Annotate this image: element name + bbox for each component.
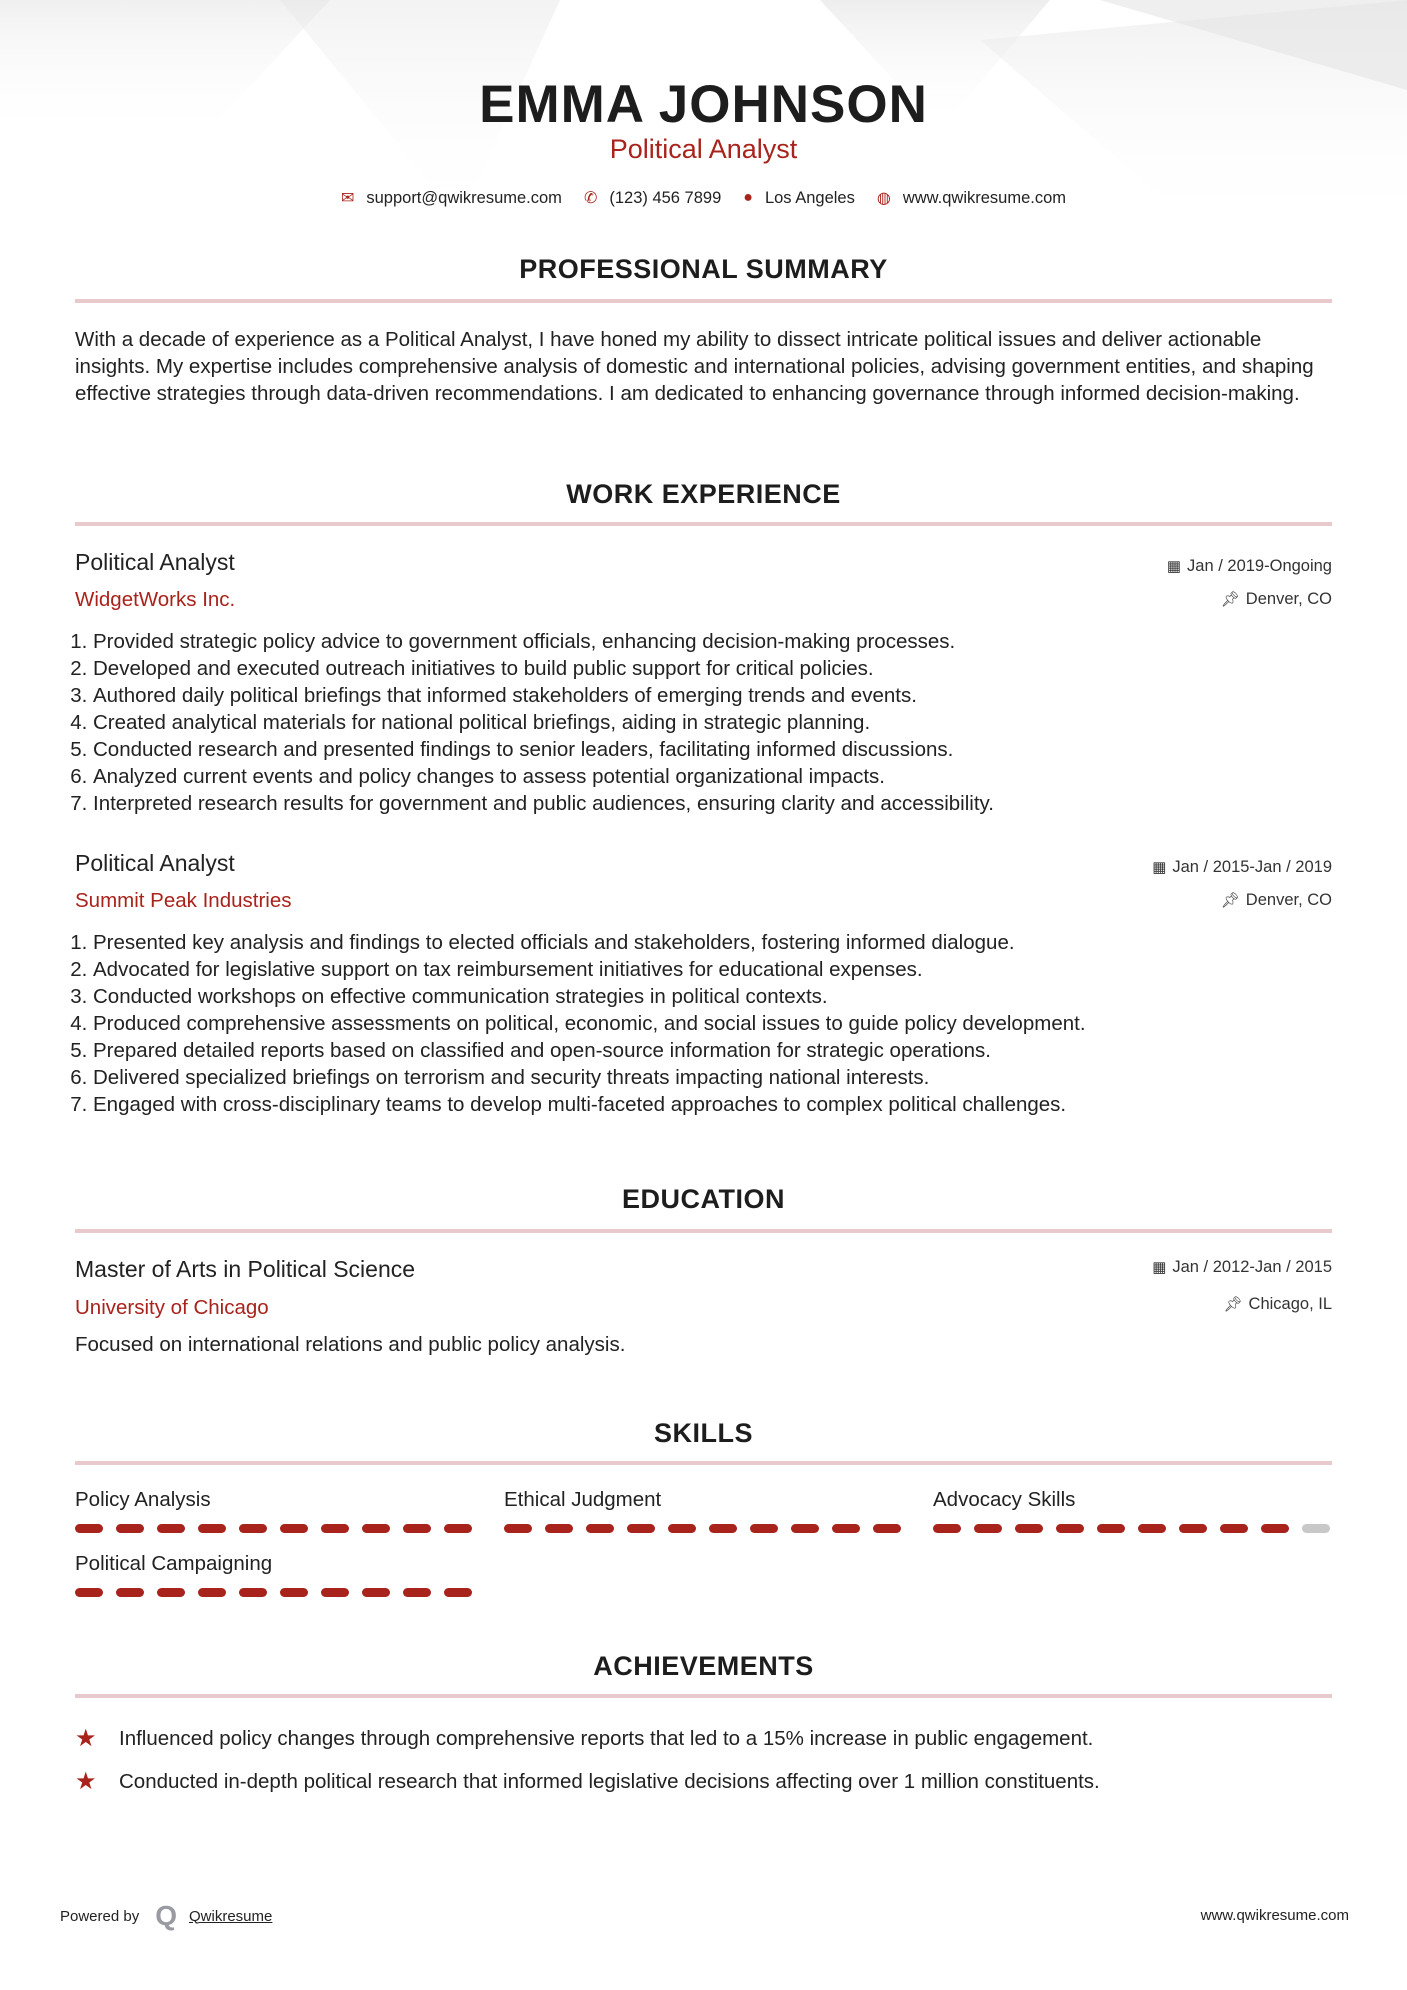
rating-segment-filled [321,1588,349,1597]
rating-segment-filled [668,1524,696,1533]
section-heading-achievements: ACHIEVEMENTS [593,1651,814,1681]
bullet: 4. Created analytical materials for national political briefings, aiding in strategic planning. [93,709,994,736]
star-icon: ★ [75,1725,97,1752]
map-pin-icon: ● [743,189,753,206]
skill-name: Ethical Judgment [504,1488,662,1511]
bullet: 6. Analyzed current events and policy changes to assess potential organizational impacts. [93,763,994,790]
envelope-icon: ✉ [340,190,355,207]
rating-segment-filled [504,1524,532,1533]
rating-segment-filled [1015,1524,1043,1533]
location-text: Denver, CO [1245,891,1332,909]
job-dates [1152,858,1332,877]
dates-text: Jan / 2019-Ongoing [1187,557,1332,575]
rating-segment-empty [1302,1524,1330,1533]
rating-segment-filled [444,1524,472,1533]
bullet: 4. Produced comprehensive assessments on political, economic, and social issues to guide policy development. [93,1010,1086,1037]
bullet: 5. Conducted research and presented findings to senior leaders, facilitating informed discussions. [93,736,994,763]
calendar-icon: ▦ [1152,859,1167,876]
bullet: 7. Interpreted research results for government and public audiences, ensuring clarity and accessibility. [93,790,994,817]
pin-icon: 📌︎ [1220,892,1240,909]
job-title: Political Analyst [75,549,235,575]
education-dates [1152,1258,1332,1277]
rating-segment-filled [362,1588,390,1597]
bullet: 1. Presented key analysis and findings to elected officials and stakeholders, fostering informed dialogue. [93,929,1086,956]
candidate-name: EMMA JOHNSON [479,75,928,134]
divider [75,1229,1332,1233]
skill-rating-bar [933,1524,1333,1533]
location-text: Denver, CO [1245,590,1332,608]
skill-name: Political Campaigning [75,1552,273,1575]
education-location [1223,1295,1332,1314]
contact-phone: (123) 456 7899 [609,188,722,207]
rating-segment-filled [586,1524,614,1533]
bullet: 2. Developed and executed outreach initiatives to build public support for critical policies. [93,655,994,682]
rating-segment-filled [1179,1524,1207,1533]
dates-text: Jan / 2015-Jan / 2019 [1172,858,1332,876]
job-bullets [75,929,1086,1118]
pin-icon: 📌︎ [1220,591,1240,608]
summary-text: With a decade of experience as a Political Analyst, I have honed my ability to dissect intricate political issues and deliver actionable insights. My expertise includes comprehensive analysis of domestic and international policies, advising government entities, and shaping effective strategies through data-driven recommendations. I am dedicated to enhancing governance through informed decision-making. [75,328,1314,405]
job-bullets [75,628,994,817]
job-dates [1167,557,1332,576]
company-name: WidgetWorks Inc. [75,588,236,611]
achievement-item [75,1767,1100,1796]
rating-segment-filled [873,1524,901,1533]
section-heading-skills: SKILLS [653,1418,753,1448]
rating-segment-filled [750,1524,778,1533]
bullet: 1. Provided strategic policy advice to government officials, enhancing decision-making processes. [93,628,994,655]
powered-by-label: Powered by [60,1907,140,1925]
calendar-icon: ▦ [1166,558,1182,575]
brand-link[interactable]: Qwikresume [189,1907,273,1925]
dates-text: Jan / 2012-Jan / 2015 [1172,1258,1332,1276]
skill-item [504,1488,904,1533]
rating-segment-filled [198,1524,226,1533]
bullet: 3. Authored daily political briefings that informed stakeholders of emerging trends and events. [93,682,994,709]
star-icon: ★ [75,1768,97,1795]
achievement-item [75,1724,1093,1753]
rating-segment-filled [1220,1524,1248,1533]
job-location [1221,891,1332,910]
location-text: Chicago, IL [1248,1295,1332,1313]
rating-segment-filled [627,1524,655,1533]
section-heading-summary: PROFESSIONAL SUMMARY [519,254,888,284]
phone-icon: ✆ [583,190,598,207]
rating-segment-filled [1097,1524,1125,1533]
rating-segment-filled [75,1524,103,1533]
rating-segment-filled [403,1524,431,1533]
rating-segment-filled [157,1524,185,1533]
divider [75,1694,1332,1698]
qwikresume-logo-icon: Q [155,1900,177,1931]
rating-segment-filled [709,1524,737,1533]
contact-bar [0,188,1407,208]
skill-rating-bar [75,1524,475,1533]
school-name: University of Chicago [75,1296,269,1319]
divider [75,299,1332,303]
rating-segment-filled [239,1588,267,1597]
rating-segment-filled [362,1524,390,1533]
bullet: 5. Prepared detailed reports based on classified and open-source information for strategic operations. [93,1037,1086,1064]
divider [75,522,1332,526]
section-heading-work: WORK EXPERIENCE [566,479,841,509]
bullet: 7. Engaged with cross-disciplinary teams to develop multi-faceted approaches to complex political challenges. [93,1091,1086,1118]
skill-name: Policy Analysis [75,1488,211,1511]
rating-segment-filled [116,1524,144,1533]
achievement-text: Conducted in-depth political research that informed legislative decisions affecting over 1 million constituents. [119,1769,1100,1793]
contact-website[interactable]: www.qwikresume.com [902,188,1067,207]
rating-segment-filled [321,1524,349,1533]
education-description: Focused on international relations and public policy analysis. [75,1333,626,1356]
footer-website[interactable]: www.qwikresume.com [1200,1907,1349,1924]
rating-segment-filled [403,1588,431,1597]
rating-segment-filled [444,1588,472,1597]
rating-segment-filled [974,1524,1002,1533]
degree: Master of Arts in Political Science [75,1256,416,1282]
pin-icon: 📌︎ [1223,1296,1243,1313]
achievement-text: Influenced policy changes through comprehensive reports that led to a 15% increase in public engagement. [119,1726,1094,1750]
rating-segment-filled [1138,1524,1166,1533]
bullet: 3. Conducted workshops on effective communication strategies in political contexts. [93,983,1086,1010]
rating-segment-filled [791,1524,819,1533]
rating-segment-filled [198,1588,226,1597]
footer-powered [60,1900,272,1932]
rating-segment-filled [116,1588,144,1597]
bullet: 2. Advocated for legislative support on tax reimbursement initiatives for educational expenses. [93,956,1086,983]
candidate-title: Political Analyst [609,134,798,164]
section-heading-education: EDUCATION [622,1184,785,1214]
rating-segment-filled [239,1524,267,1533]
divider [75,1461,1332,1465]
skill-name: Advocacy Skills [933,1488,1076,1511]
skill-rating-bar [75,1588,475,1597]
company-name: Summit Peak Industries [75,889,292,912]
skill-item [933,1488,1333,1533]
rating-segment-filled [75,1588,103,1597]
rating-segment-filled [832,1524,860,1533]
contact-location: Los Angeles [764,188,855,207]
skill-item [75,1488,475,1533]
rating-segment-filled [545,1524,573,1533]
globe-icon: ◍ [876,190,891,207]
bullet: 6. Delivered specialized briefings on terrorism and security threats impacting national interests. [93,1064,1086,1091]
rating-segment-filled [157,1588,185,1597]
calendar-icon: ▦ [1152,1259,1167,1276]
skill-rating-bar [504,1524,904,1533]
rating-segment-filled [1056,1524,1084,1533]
rating-segment-filled [1261,1524,1289,1533]
rating-segment-filled [280,1588,308,1597]
job-location [1221,590,1332,609]
skill-item [75,1552,475,1597]
job-title: Political Analyst [75,850,235,876]
rating-segment-filled [933,1524,961,1533]
contact-email[interactable]: support@qwikresume.com [366,188,562,207]
rating-segment-filled [280,1524,308,1533]
